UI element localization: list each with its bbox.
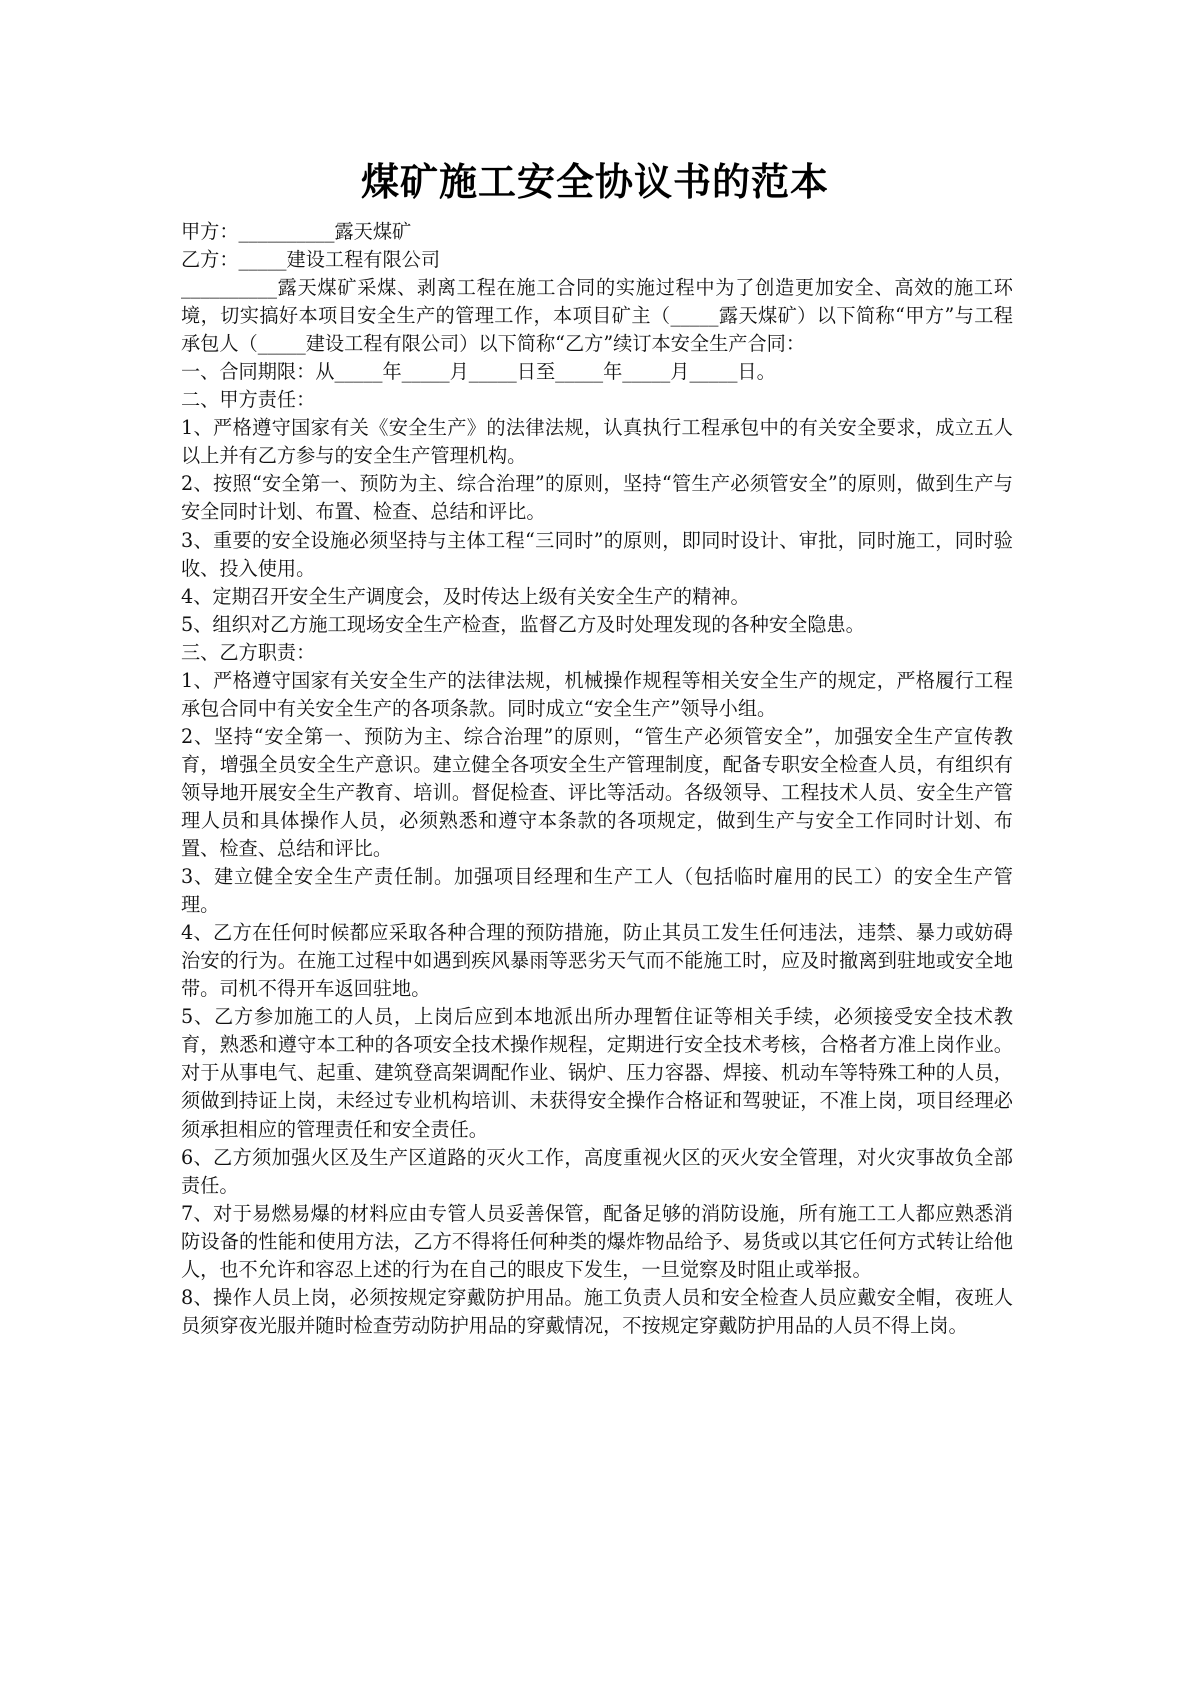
party-b-duty-item: 2、坚持“安全第一、预防为主、综合治理”的原则，“管生产必须管安全”，加强安全生产宣传教育，增强全员安全生产意识。建立健全各项安全生产管理制度，配备专职安全检查人员，有组织有领导地开展安全生产教育、培训。督促检查、评比等活动。各级领导、工程技术人员、安全生产管理人员和具体操作人员，必须熟悉和遵守本条款的各项规定，做到生产与安全工作同时计划、布置、检查、总结和评比。 [181,724,1013,861]
party-b-duty-item: 7、对于易燃易爆的材料应由专管人员妥善保管，配备足够的消防设施，所有施工工人都应熟悉消防设备的性能和使用方法，乙方不得将任何种类的爆炸物品给予、易货或以其它任何方式转让给他人，也不允许和容忍上述的行为在自己的眼皮下发生，一旦觉察及时阻止或举报。 [181,1201,1013,1281]
party-b-line: 乙方：_____建设工程有限公司 [181,248,441,272]
section-heading-term: 一、合同期限：从_____年_____月_____日至_____年_____月_____日。 [181,360,776,384]
party-b-duty-item: 4、乙方在任何时候都应采取各种合理的预防措施，防止其员工发生任何违法，违禁、暴力或妨碍治安的行为。在施工过程中如遇到疾风暴雨等恶劣天气而不能施工时，应及时撤离到驻地或安全地带。司机不得开车返回驻地。 [181,921,1013,1001]
party-a-duty-item: 1、严格遵守国家有关《安全生产》的法律法规，认真执行工程承包中的有关安全要求，成立五人以上并有乙方参与的安全生产管理机构。 [181,416,1013,468]
document-body [181,218,1013,1340]
intro-paragraph: __________露天煤矿采煤、剥离工程在施工合同的实施过程中为了创造更加安全、高效的施工环境，切实搞好本项目安全生产的管理工作，本项目矿主（_____露天煤矿）以下简称“甲方”与工程承包人（_____建设工程有限公司）以下简称“乙方”续订本安全生产合同： [181,276,1013,356]
section-heading-party-b-duties: 三、乙方职责： [181,640,316,664]
section-heading-party-a-duties: 二、甲方责任： [181,388,316,412]
party-a-duty-item: 3、重要的安全设施必须坚持与主体工程“三同时”的原则，即同时设计、审批，同时施工，同时验收、投入使用。 [181,528,1013,580]
party-a-duty-item: 5、组织对乙方施工现场安全生产检查，监督乙方及时处理发现的各种安全隐患。 [181,612,865,636]
party-b-duty-item: 6、乙方须加强火区及生产区道路的灭火工作，高度重视火区的灭火安全管理，对火灾事故负全部责任。 [181,1145,1013,1197]
party-a-line: 甲方：__________露天煤矿 [181,220,412,243]
document-title: 煤矿施工安全协议书的范本 [360,160,829,204]
party-b-duty-item: 8、操作人员上岗，必须按规定穿戴防护用品。施工负责人员和安全检查人员应戴安全帽，夜班人员须穿夜光服并随时检查劳动防护用品的穿戴情况，不按规定穿戴防护用品的人员不得上岗。 [181,1285,1013,1337]
party-a-duty-item: 2、按照“安全第一、预防为主、综合治理”的原则，坚持“管生产必须管安全”的原则，做到生产与安全同时计划、布置、检查、总结和评比。 [181,472,1013,524]
party-b-duty-item: 5、乙方参加施工的人员，上岗后应到本地派出所办理暂住证等相关手续，必须接受安全技术教育，熟悉和遵守本工种的各项安全技术操作规程，定期进行安全技术考核，合格者方准上岗作业。对于从事电气、起重、建筑登高架调配作业、锅炉、压力容器、焊接、机动车等特殊工种的人员，须做到持证上岗，未经过专业机构培训、未获得安全操作合格证和驾驶证，不准上岗，项目经理必须承担相应的管理责任和安全责任。 [181,1005,1013,1141]
party-b-duty-item: 3、建立健全安全生产责任制。加强项目经理和生产工人（包括临时雇用的民工）的安全生产管理。 [181,865,1013,917]
party-b-duty-item: 1、严格遵守国家有关安全生产的法律法规，机械操作规程等相关安全生产的规定，严格履行工程承包合同中有关安全生产的各项条款。同时成立“安全生产”领导小组。 [181,668,1013,720]
party-a-duty-item: 4、定期召开安全生产调度会，及时传达上级有关安全生产的精神。 [181,584,750,608]
